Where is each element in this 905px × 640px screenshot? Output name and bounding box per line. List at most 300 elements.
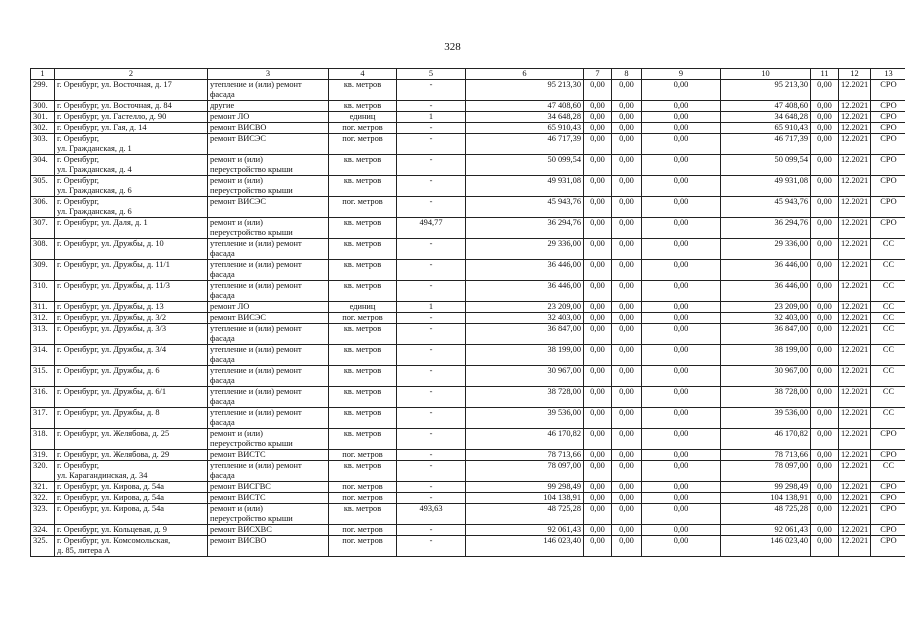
row-number-cell: 301. [31, 112, 55, 123]
header-cell-13: 13 [871, 69, 905, 80]
page-number: 328 [444, 41, 461, 53]
quantity-cell: - [397, 313, 466, 324]
work-type-cell [208, 387, 329, 408]
fund-method-cell: СРО [871, 504, 905, 525]
owners-funds-cell: 39 536,00 [721, 408, 811, 429]
row-number-cell: 325. [31, 536, 55, 557]
fund-cost-cell: 0,00 [584, 525, 612, 536]
work-type-line: фасада [210, 249, 235, 258]
address-line: г. Оренбург, [57, 197, 100, 206]
address-cell [55, 313, 208, 324]
quantity-cell: - [397, 239, 466, 260]
address-line: г. Оренбург, ул. Восточная, д. 84 [57, 101, 172, 110]
header-cell-6: 6 [466, 69, 584, 80]
work-type-line: ремонт и (или) [210, 176, 263, 185]
row-number-cell: 304. [31, 155, 55, 176]
unit-cell: кв. метров [329, 408, 397, 429]
fund-method-cell: СС [871, 302, 905, 313]
work-type-cell [208, 345, 329, 366]
regional-budget-cell: 0,00 [612, 176, 642, 197]
address-cell [55, 482, 208, 493]
fund-cost-cell: 0,00 [584, 345, 612, 366]
row-number-cell: 317. [31, 408, 55, 429]
row-number-cell: 323. [31, 504, 55, 525]
address-line: г. Оренбург, ул. Дружбы, д. 10 [57, 239, 164, 248]
deadline-cell: 12.2021 [839, 302, 871, 313]
header-cell-7: 7 [584, 69, 612, 80]
deadline-cell: 12.2021 [839, 197, 871, 218]
owners-funds-cell: 23 209,00 [721, 302, 811, 313]
address-cell [55, 429, 208, 450]
deadline-cell: 12.2021 [839, 112, 871, 123]
total-cost-cell: 39 536,00 [466, 408, 584, 429]
fund-cost-cell: 0,00 [584, 366, 612, 387]
address-line: г. Оренбург, ул. Кольцевая, д. 9 [57, 525, 167, 534]
deadline-cell: 12.2021 [839, 408, 871, 429]
fund-cost-cell: 0,00 [584, 112, 612, 123]
deadline-cell: 12.2021 [839, 387, 871, 408]
unit-cell: кв. метров [329, 155, 397, 176]
local-budget-cell: 0,00 [642, 155, 721, 176]
quantity-cell: - [397, 176, 466, 197]
total-cost-cell: 78 097,00 [466, 461, 584, 482]
quantity-cell: - [397, 536, 466, 557]
work-type-cell [208, 536, 329, 557]
work-type-line: фасада [210, 334, 235, 343]
other-funds-cell: 0,00 [811, 429, 839, 450]
quantity-cell: 493,63 [397, 504, 466, 525]
unit-cell: кв. метров [329, 281, 397, 302]
fund-method-cell: СРО [871, 134, 905, 155]
work-type-line: ремонт ЛО [210, 302, 250, 311]
row-number-cell: 313. [31, 324, 55, 345]
unit-cell: единиц [329, 112, 397, 123]
deadline-cell: 12.2021 [839, 80, 871, 101]
work-type-line: переустройство крыши [210, 439, 293, 448]
address-cell [55, 281, 208, 302]
local-budget-cell: 0,00 [642, 324, 721, 345]
regional-budget-cell: 0,00 [612, 345, 642, 366]
table-row [31, 176, 905, 197]
unit-cell: единиц [329, 302, 397, 313]
owners-funds-cell: 47 408,60 [721, 101, 811, 112]
total-cost-cell: 65 910,43 [466, 123, 584, 134]
other-funds-cell: 0,00 [811, 176, 839, 197]
total-cost-cell: 104 138,91 [466, 493, 584, 504]
fund-method-cell: СС [871, 324, 905, 345]
fund-cost-cell: 0,00 [584, 324, 612, 345]
work-type-line: ремонт ВИСГВС [210, 482, 271, 491]
address-cell [55, 123, 208, 134]
fund-cost-cell: 0,00 [584, 260, 612, 281]
total-cost-cell: 36 446,00 [466, 260, 584, 281]
address-line: г. Оренбург, ул. Дружбы, д. 3/3 [57, 324, 167, 333]
address-cell [55, 260, 208, 281]
work-type-cell [208, 366, 329, 387]
total-cost-cell: 47 408,60 [466, 101, 584, 112]
local-budget-cell: 0,00 [642, 123, 721, 134]
fund-method-cell: СРО [871, 525, 905, 536]
table-row [31, 281, 905, 302]
table-row [31, 461, 905, 482]
total-cost-cell: 29 336,00 [466, 239, 584, 260]
fund-cost-cell: 0,00 [584, 482, 612, 493]
unit-cell: кв. метров [329, 239, 397, 260]
work-type-cell [208, 123, 329, 134]
table-row [31, 366, 905, 387]
work-type-line: утепление и (или) ремонт [210, 260, 302, 269]
owners-funds-cell: 46 717,39 [721, 134, 811, 155]
fund-method-cell: СС [871, 260, 905, 281]
local-budget-cell: 0,00 [642, 80, 721, 101]
local-budget-cell: 0,00 [642, 504, 721, 525]
owners-funds-cell: 104 138,91 [721, 493, 811, 504]
row-number-cell: 299. [31, 80, 55, 101]
row-number-cell: 303. [31, 134, 55, 155]
owners-funds-cell: 49 931,08 [721, 176, 811, 197]
address-line: г. Оренбург, ул. Гастелло, д. 90 [57, 112, 167, 121]
local-budget-cell: 0,00 [642, 134, 721, 155]
other-funds-cell: 0,00 [811, 218, 839, 239]
deadline-cell: 12.2021 [839, 218, 871, 239]
row-number-cell: 318. [31, 429, 55, 450]
address-line: г. Оренбург, ул. Комсомольская, [57, 536, 171, 545]
fund-cost-cell: 0,00 [584, 302, 612, 313]
quantity-cell: - [397, 260, 466, 281]
row-number-cell: 321. [31, 482, 55, 493]
fund-method-cell: СС [871, 461, 905, 482]
regional-budget-cell: 0,00 [612, 197, 642, 218]
address-line: г. Оренбург, ул. Даля, д. 1 [57, 218, 148, 227]
unit-cell: пог. метров [329, 134, 397, 155]
row-number-cell: 320. [31, 461, 55, 482]
total-cost-cell: 34 648,28 [466, 112, 584, 123]
quantity-cell: - [397, 408, 466, 429]
regional-budget-cell: 0,00 [612, 80, 642, 101]
work-type-line: ремонт ВИСТС [210, 450, 266, 459]
address-line: г. Оренбург, [57, 461, 100, 470]
other-funds-cell: 0,00 [811, 387, 839, 408]
work-type-cell [208, 302, 329, 313]
work-type-cell [208, 408, 329, 429]
other-funds-cell: 0,00 [811, 260, 839, 281]
other-funds-cell: 0,00 [811, 482, 839, 493]
address-line: г. Оренбург, ул. Дружбы, д. 6 [57, 366, 160, 375]
owners-funds-cell: 36 294,76 [721, 218, 811, 239]
fund-cost-cell: 0,00 [584, 101, 612, 112]
address-line: ул. Гражданская, д. 4 [57, 165, 132, 174]
table-body [31, 80, 905, 557]
work-type-cell [208, 155, 329, 176]
total-cost-cell: 46 170,82 [466, 429, 584, 450]
regional-budget-cell: 0,00 [612, 461, 642, 482]
total-cost-cell: 99 298,49 [466, 482, 584, 493]
row-number-cell: 305. [31, 176, 55, 197]
address-cell [55, 239, 208, 260]
row-number-cell: 312. [31, 313, 55, 324]
other-funds-cell: 0,00 [811, 366, 839, 387]
address-cell [55, 302, 208, 313]
regional-budget-cell: 0,00 [612, 218, 642, 239]
fund-cost-cell: 0,00 [584, 493, 612, 504]
header-cell-11: 11 [811, 69, 839, 80]
table-header [31, 69, 905, 80]
unit-cell: пог. метров [329, 525, 397, 536]
fund-cost-cell: 0,00 [584, 313, 612, 324]
regional-budget-cell: 0,00 [612, 429, 642, 450]
work-type-line: утепление и (или) ремонт [210, 80, 302, 89]
total-cost-cell: 30 967,00 [466, 366, 584, 387]
quantity-cell: - [397, 450, 466, 461]
header-cell-12: 12 [839, 69, 871, 80]
unit-cell: кв. метров [329, 176, 397, 197]
work-type-line: ремонт и (или) [210, 155, 263, 164]
deadline-cell: 12.2021 [839, 260, 871, 281]
work-type-line: утепление и (или) ремонт [210, 239, 302, 248]
table-row [31, 112, 905, 123]
quantity-cell: - [397, 101, 466, 112]
row-number-cell: 309. [31, 260, 55, 281]
table-row [31, 536, 905, 557]
fund-method-cell: СРО [871, 80, 905, 101]
regional-budget-cell: 0,00 [612, 525, 642, 536]
total-cost-cell: 38 199,00 [466, 345, 584, 366]
work-type-cell [208, 176, 329, 197]
table-row [31, 302, 905, 313]
quantity-cell: 1 [397, 302, 466, 313]
work-type-line: утепление и (или) ремонт [210, 366, 302, 375]
other-funds-cell: 0,00 [811, 313, 839, 324]
deadline-cell: 12.2021 [839, 324, 871, 345]
work-type-line: ремонт ВИСТС [210, 493, 266, 502]
work-type-line: переустройство крыши [210, 514, 293, 523]
local-budget-cell: 0,00 [642, 366, 721, 387]
regional-budget-cell: 0,00 [612, 366, 642, 387]
other-funds-cell: 0,00 [811, 281, 839, 302]
address-cell [55, 80, 208, 101]
local-budget-cell: 0,00 [642, 281, 721, 302]
regional-budget-cell: 0,00 [612, 101, 642, 112]
local-budget-cell: 0,00 [642, 112, 721, 123]
table-row [31, 525, 905, 536]
work-type-cell [208, 324, 329, 345]
work-type-line: ремонт ВИСВО [210, 123, 267, 132]
owners-funds-cell: 65 910,43 [721, 123, 811, 134]
table-row [31, 324, 905, 345]
owners-funds-cell: 95 213,30 [721, 80, 811, 101]
regional-budget-cell: 0,00 [612, 482, 642, 493]
row-number-cell: 310. [31, 281, 55, 302]
owners-funds-cell: 78 097,00 [721, 461, 811, 482]
unit-cell: пог. метров [329, 313, 397, 324]
regional-budget-cell: 0,00 [612, 155, 642, 176]
regional-budget-cell: 0,00 [612, 123, 642, 134]
fund-method-cell: СРО [871, 493, 905, 504]
fund-method-cell: СРО [871, 429, 905, 450]
deadline-cell: 12.2021 [839, 504, 871, 525]
work-type-cell [208, 313, 329, 324]
work-type-line: фасада [210, 418, 235, 427]
work-type-line: переустройство крыши [210, 186, 293, 195]
address-line: г. Оренбург, ул. Кирова, д. 54а [57, 493, 165, 502]
table-row [31, 80, 905, 101]
fund-method-cell: СРО [871, 218, 905, 239]
table-row [31, 429, 905, 450]
total-cost-cell: 32 403,00 [466, 313, 584, 324]
fund-method-cell: СРО [871, 112, 905, 123]
address-line: д. 85, литера А [57, 546, 111, 555]
deadline-cell: 12.2021 [839, 525, 871, 536]
unit-cell: кв. метров [329, 429, 397, 450]
work-type-line: переустройство крыши [210, 165, 293, 174]
quantity-cell: - [397, 197, 466, 218]
owners-funds-cell: 92 061,43 [721, 525, 811, 536]
other-funds-cell: 0,00 [811, 504, 839, 525]
local-budget-cell: 0,00 [642, 218, 721, 239]
local-budget-cell: 0,00 [642, 176, 721, 197]
total-cost-cell: 23 209,00 [466, 302, 584, 313]
unit-cell: кв. метров [329, 504, 397, 525]
address-cell [55, 493, 208, 504]
total-cost-cell: 50 099,54 [466, 155, 584, 176]
work-type-line: переустройство крыши [210, 228, 293, 237]
owners-funds-cell: 38 728,00 [721, 387, 811, 408]
regional-budget-cell: 0,00 [612, 313, 642, 324]
address-line: г. Оренбург, ул. Дружбы, д. 6/1 [57, 387, 167, 396]
quantity-cell: - [397, 345, 466, 366]
total-cost-cell: 45 943,76 [466, 197, 584, 218]
work-type-cell [208, 134, 329, 155]
header-cell-4: 4 [329, 69, 397, 80]
address-cell [55, 197, 208, 218]
header-cell-1: 1 [31, 69, 55, 80]
total-cost-cell: 95 213,30 [466, 80, 584, 101]
fund-method-cell: СРО [871, 155, 905, 176]
address-cell [55, 525, 208, 536]
work-type-line: утепление и (или) ремонт [210, 387, 302, 396]
regional-budget-cell: 0,00 [612, 536, 642, 557]
fund-method-cell: СРО [871, 123, 905, 134]
deadline-cell: 12.2021 [839, 493, 871, 504]
fund-cost-cell: 0,00 [584, 461, 612, 482]
table-row [31, 493, 905, 504]
regional-budget-cell: 0,00 [612, 302, 642, 313]
fund-cost-cell: 0,00 [584, 408, 612, 429]
work-type-line: ремонт и (или) [210, 429, 263, 438]
address-line: ул. Карагандинская, д. 34 [57, 471, 148, 480]
address-line: г. Оренбург, [57, 134, 100, 143]
address-cell [55, 176, 208, 197]
address-line: ул. Гражданская, д. 1 [57, 144, 132, 153]
address-line: г. Оренбург, ул. Кирова, д. 54а [57, 482, 165, 491]
owners-funds-cell: 48 725,28 [721, 504, 811, 525]
address-line: г. Оренбург, ул. Дружбы, д. 3/2 [57, 313, 167, 322]
fund-method-cell: СРО [871, 536, 905, 557]
work-type-cell [208, 260, 329, 281]
local-budget-cell: 0,00 [642, 197, 721, 218]
address-line: г. Оренбург, ул. Восточная, д. 17 [57, 80, 172, 89]
work-type-cell [208, 218, 329, 239]
table-row [31, 450, 905, 461]
work-type-cell [208, 80, 329, 101]
table-row [31, 504, 905, 525]
regional-budget-cell: 0,00 [612, 324, 642, 345]
quantity-cell: - [397, 482, 466, 493]
fund-cost-cell: 0,00 [584, 536, 612, 557]
work-type-cell [208, 112, 329, 123]
address-line: г. Оренбург, ул. Желябова, д. 25 [57, 429, 170, 438]
local-budget-cell: 0,00 [642, 345, 721, 366]
row-number-cell: 319. [31, 450, 55, 461]
unit-cell: кв. метров [329, 260, 397, 281]
local-budget-cell: 0,00 [642, 429, 721, 450]
deadline-cell: 12.2021 [839, 482, 871, 493]
fund-cost-cell: 0,00 [584, 239, 612, 260]
address-line: г. Оренбург, ул. Кирова, д. 54а [57, 504, 165, 513]
work-type-cell [208, 450, 329, 461]
row-number-cell: 315. [31, 366, 55, 387]
total-cost-cell: 46 717,39 [466, 134, 584, 155]
total-cost-cell: 48 725,28 [466, 504, 584, 525]
quantity-cell: - [397, 80, 466, 101]
work-type-line: фасада [210, 90, 235, 99]
table-row [31, 482, 905, 493]
work-type-line: утепление и (или) ремонт [210, 345, 302, 354]
quantity-cell: - [397, 493, 466, 504]
address-cell [55, 134, 208, 155]
work-type-cell [208, 525, 329, 536]
other-funds-cell: 0,00 [811, 525, 839, 536]
regional-budget-cell: 0,00 [612, 493, 642, 504]
total-cost-cell: 38 728,00 [466, 387, 584, 408]
deadline-cell: 12.2021 [839, 313, 871, 324]
fund-cost-cell: 0,00 [584, 80, 612, 101]
other-funds-cell: 0,00 [811, 134, 839, 155]
unit-cell: кв. метров [329, 461, 397, 482]
work-type-line: ремонт и (или) [210, 504, 263, 513]
other-funds-cell: 0,00 [811, 197, 839, 218]
fund-cost-cell: 0,00 [584, 387, 612, 408]
header-cell-5: 5 [397, 69, 466, 80]
header-cell-8: 8 [612, 69, 642, 80]
fund-method-cell: СС [871, 366, 905, 387]
work-type-cell [208, 101, 329, 112]
local-budget-cell: 0,00 [642, 461, 721, 482]
local-budget-cell: 0,00 [642, 525, 721, 536]
address-cell [55, 450, 208, 461]
deadline-cell: 12.2021 [839, 155, 871, 176]
table-row [31, 260, 905, 281]
other-funds-cell: 0,00 [811, 80, 839, 101]
local-budget-cell: 0,00 [642, 239, 721, 260]
unit-cell: кв. метров [329, 80, 397, 101]
work-type-line: ремонт ВИСЭС [210, 134, 266, 143]
address-line: г. Оренбург, ул. Дружбы, д. 13 [57, 302, 164, 311]
quantity-cell: - [397, 387, 466, 408]
unit-cell: кв. метров [329, 324, 397, 345]
owners-funds-cell: 78 713,66 [721, 450, 811, 461]
total-cost-cell: 49 931,08 [466, 176, 584, 197]
address-cell [55, 408, 208, 429]
row-number-cell: 322. [31, 493, 55, 504]
work-type-cell [208, 482, 329, 493]
owners-funds-cell: 46 170,82 [721, 429, 811, 450]
quantity-cell: - [397, 324, 466, 345]
local-budget-cell: 0,00 [642, 536, 721, 557]
fund-cost-cell: 0,00 [584, 155, 612, 176]
address-line: г. Оренбург, [57, 155, 100, 164]
work-type-cell [208, 493, 329, 504]
